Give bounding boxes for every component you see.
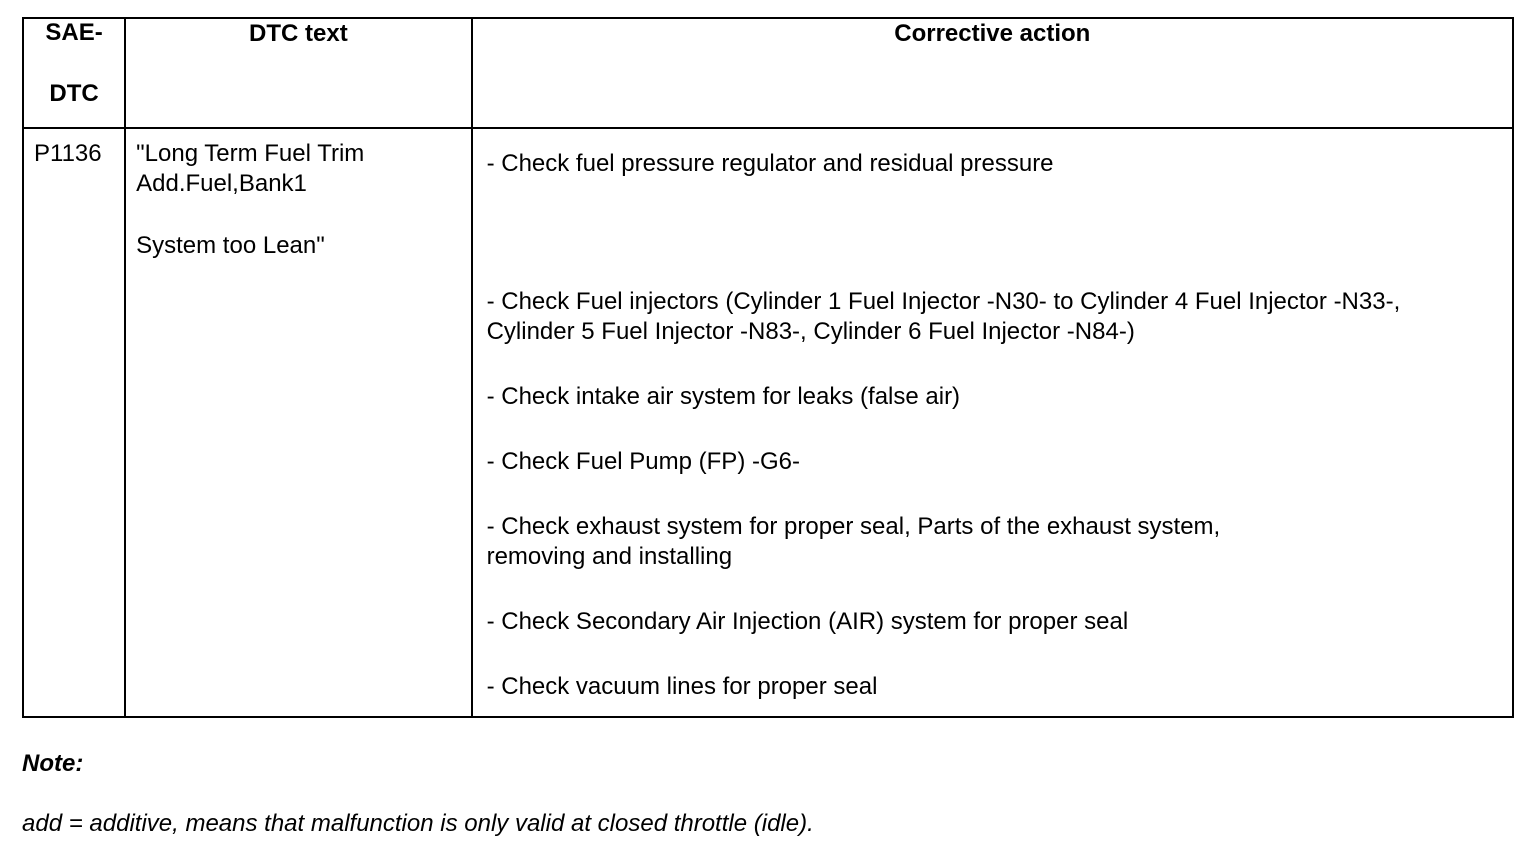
corrective-action-item: - Check fuel pressure regulator and residual pressure: [486, 150, 1054, 177]
corrective-action-item: - Check Fuel Pump (FP) -G6-: [486, 448, 800, 475]
header-sae-dtc-line2: DTC: [49, 80, 99, 107]
corrective-action-cell: [472, 128, 1513, 717]
dtc-text-line: "Long Term Fuel Trim: [136, 140, 365, 167]
header-corrective-action: Corrective action: [472, 18, 1513, 128]
dtc-table: [22, 17, 1514, 718]
corrective-action-item: - Check vacuum lines for proper seal: [486, 673, 878, 700]
table-row: [23, 128, 1513, 717]
note-title: Note:: [22, 750, 84, 777]
header-sae-dtc: [23, 18, 125, 128]
dtc-text-cell: [125, 128, 471, 717]
corrective-action-item: - Check Fuel injectors (Cylinder 1 Fuel Injector -N30- to Cylinder 4 Fuel Injector -N33-, Cylinder 5 Fuel Injector -N83-, Cylinder 6 Fuel Injector -N84-): [486, 288, 1401, 345]
dtc-text-line: System too Lean": [136, 232, 325, 259]
header-dtc-text: DTC text: [125, 18, 471, 128]
note-text: add = additive, means that malfunction is only valid at closed throttle (idle).: [22, 810, 814, 837]
dtc-code-cell: [23, 128, 125, 717]
corrective-action-item: - Check intake air system for leaks (false air): [486, 383, 961, 410]
dtc-text-line: Add.Fuel,Bank1: [136, 170, 307, 197]
corrective-action-item: - Check exhaust system for proper seal, Parts of the exhaust system, removing and installing: [486, 513, 1221, 570]
table-header-row: [23, 18, 1513, 128]
header-sae-dtc-line1: SAE-: [45, 19, 103, 46]
corrective-action-item: - Check Secondary Air Injection (AIR) system for proper seal: [486, 608, 1129, 635]
dtc-code: P1136: [34, 140, 102, 167]
